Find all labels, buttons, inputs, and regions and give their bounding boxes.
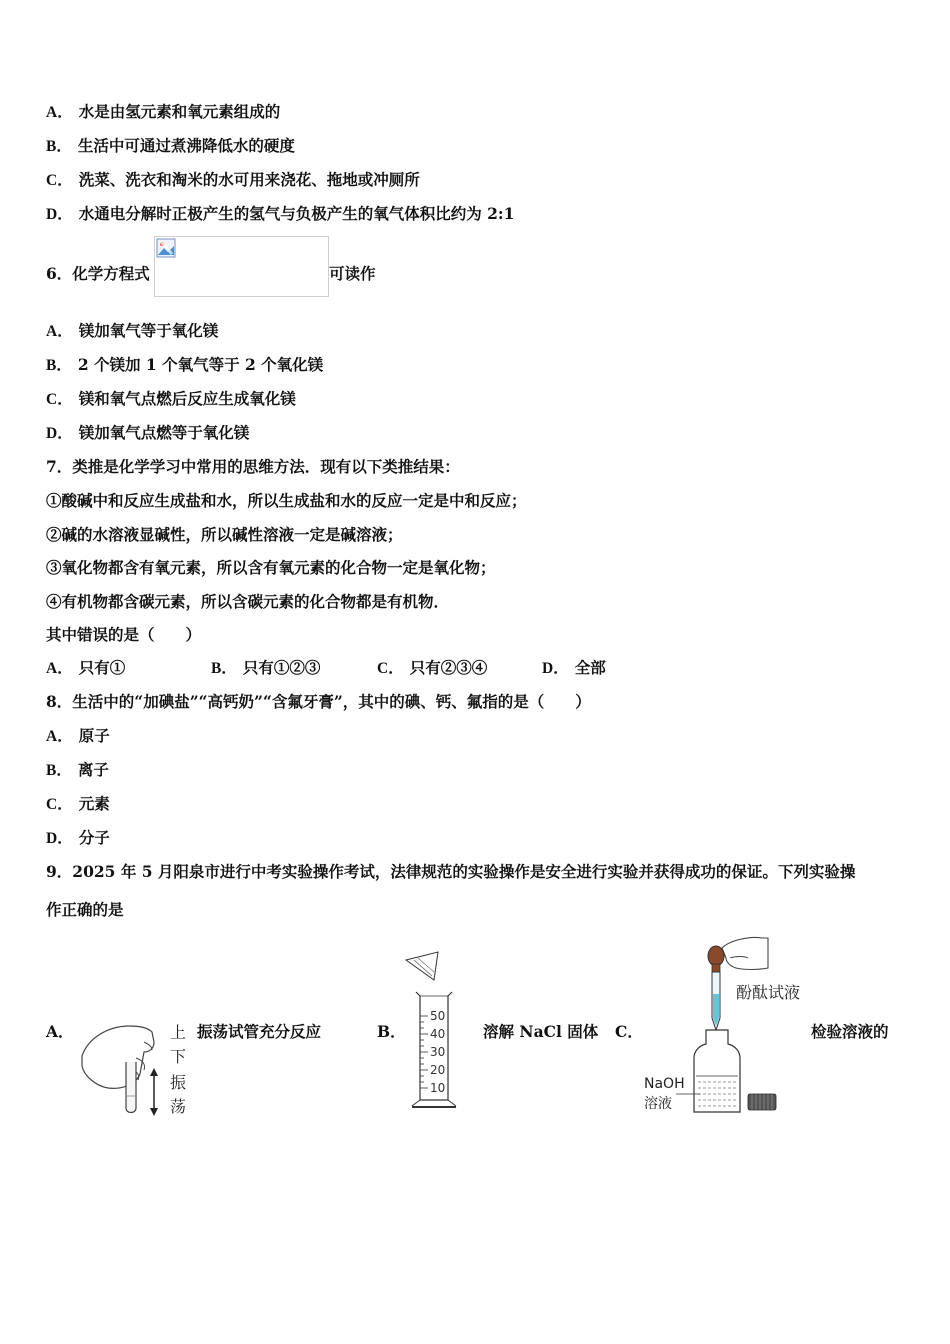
q6-option-d: D． 镁加氧气点燃等于氧化镁 [46, 423, 250, 442]
q6-option-b: B． 2 个镁加 1 个氧气等于 2 个氧化镁 [46, 355, 324, 374]
q9-stem-line1: 9．2025 年 5 月阳泉市进行中考实验操作考试，法律规范的实验操作是安全进行实验并获得成功的保证。下列实验操 [46, 862, 856, 881]
tick-30: 30 [430, 1045, 446, 1059]
q6-stem-before: 6．化学方程式 [46, 264, 150, 283]
solution-label-1: NaOH [644, 1076, 685, 1092]
tick-10: 10 [430, 1081, 446, 1095]
label-shang: 上 [170, 1023, 187, 1042]
q9-option-c-text: 检验溶液的 [811, 1022, 889, 1041]
q7-question: 其中错误的是（ ） [46, 625, 202, 644]
q7-option-a: A． 只有① [46, 658, 126, 677]
q8-stem: 8．生活中的“加碘盐”“高钙奶”“含氟牙膏”，其中的碘、钙、氟指的是（ ） [46, 692, 591, 711]
phenolphthalein-test-figure [640, 934, 815, 1118]
q8-option-d: D． 分子 [46, 828, 110, 847]
label-xia: 下 [170, 1047, 187, 1066]
q7-option-d: D． 全部 [542, 658, 606, 677]
q9-option-a-label: A． [46, 1022, 74, 1041]
q7-stem: 7．类推是化学学习中常用的思维方法．现有以下类推结果： [46, 457, 460, 476]
q7-item-3: ③氧化物都含有氧元素，所以含有氧元素的化合物一定是氧化物； [46, 558, 496, 577]
q6-option-a: A． 镁加氧气等于氧化镁 [46, 321, 219, 340]
q7-item-1: ①酸碱中和反应生成盐和水，所以生成盐和水的反应一定是中和反应； [46, 491, 527, 510]
q9-option-b-label: B． [377, 1022, 406, 1041]
broken-image-icon [156, 238, 176, 258]
q7-option-b: B． 只有①②③ [211, 658, 321, 677]
shake-test-tube-figure [74, 1018, 194, 1118]
q7-item-2: ②碱的水溶液显碱性，所以碱性溶液一定是碱溶液； [46, 525, 403, 544]
q9-option-a-text: 振荡试管充分反应 [197, 1022, 322, 1041]
q5-option-d: D． 水通电分解时正极产生的氢气与负极产生的氧气体积比约为 2:1 [46, 204, 515, 223]
label-zhen: 振 [170, 1073, 187, 1092]
q9-stem-line2: 作正确的是 [46, 900, 124, 919]
q5-option-a: A． 水是由氢元素和氧元素组成的 [46, 102, 281, 121]
q7-option-c: C． 只有②③④ [377, 658, 488, 677]
graduated-cylinder-figure [404, 950, 462, 1112]
q8-option-b: B． 离子 [46, 760, 109, 779]
q8-option-c: C． 元素 [46, 794, 110, 813]
tick-20: 20 [430, 1063, 446, 1077]
equation-image-placeholder [154, 236, 329, 297]
dropper-label: 酚酞试液 [736, 983, 801, 1002]
q9-option-b-text: 溶解 NaCl 固体 [483, 1022, 599, 1041]
solution-label-2: 溶液 [644, 1096, 672, 1112]
label-dang: 荡 [170, 1097, 187, 1116]
q6-stem-after: 可读作 [329, 264, 376, 283]
tick-50: 50 [430, 1009, 446, 1023]
q5-option-c: C． 洗菜、洗衣和淘米的水可用来浇花、拖地或冲厕所 [46, 170, 420, 189]
q5-option-b: B． 生活中可通过煮沸降低水的硬度 [46, 136, 295, 155]
q7-item-4: ④有机物都含碳元素，所以含碳元素的化合物都是有机物． [46, 592, 450, 611]
tick-40: 40 [430, 1027, 446, 1041]
q8-option-a: A． 原子 [46, 726, 110, 745]
q6-option-c: C． 镁和氧气点燃后反应生成氧化镁 [46, 389, 296, 408]
q9-option-c-label: C． [615, 1022, 643, 1041]
